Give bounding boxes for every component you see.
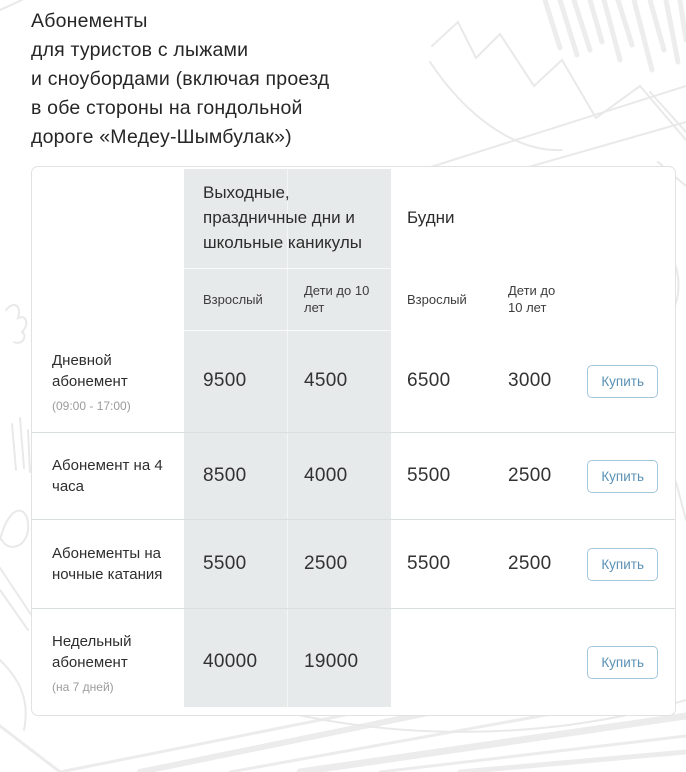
price-weekend-child: 4000 <box>304 465 348 486</box>
price-weekday-adult: 6500 <box>407 370 451 391</box>
row-note: (на 7 дней) <box>52 679 114 694</box>
row-title: Абонементы на ночные катания <box>52 545 163 583</box>
column-header-weekend-child: Дети до 10 лет <box>304 283 370 315</box>
table-header-groups <box>32 167 675 268</box>
price-weekday-child: 2500 <box>508 553 552 574</box>
page-title-line: в обе стороны на гондольной <box>31 97 303 119</box>
page-title-line: и сноубордами (включая проезд <box>31 68 330 90</box>
column-header-weekday-child: Дети до 10 лет <box>508 283 556 315</box>
column-header-weekend-adult: Взрослый <box>203 291 263 307</box>
row-label <box>32 455 184 497</box>
row-label <box>32 350 184 413</box>
column-group-weekday: Будни <box>407 207 455 227</box>
price-weekend-child: 19000 <box>304 651 359 672</box>
row-label <box>32 631 184 694</box>
row-title: Абонемент на 4 часа <box>52 457 163 495</box>
price-weekday-adult: 5500 <box>407 553 451 574</box>
price-weekend-adult: 5500 <box>203 553 247 574</box>
table-row <box>32 432 675 519</box>
price-weekend-adult: 40000 <box>203 651 258 672</box>
price-weekday-adult: 5500 <box>407 465 451 486</box>
column-header-weekday-adult: Взрослый <box>407 291 467 307</box>
table-row <box>32 330 675 432</box>
row-title: Дневной абонемент <box>52 351 128 390</box>
table-row <box>32 608 675 715</box>
row-title: Недельный абонемент <box>52 632 132 671</box>
row-note: (09:00 - 17:00) <box>52 398 131 413</box>
page-title-line: дороге «Медеу-Шымбулак») <box>31 126 292 148</box>
price-weekend-adult: 8500 <box>203 465 247 486</box>
price-weekday-child: 2500 <box>508 465 552 486</box>
price-weekend-child: 4500 <box>304 370 348 391</box>
page-title <box>31 7 329 152</box>
buy-button[interactable]: Купить <box>587 548 658 581</box>
page-title-line: для туристов с лыжами <box>31 39 249 61</box>
table-header-subcolumns <box>32 268 675 330</box>
page-title-line: Абонементы <box>31 10 148 32</box>
price-weekend-child: 2500 <box>304 553 348 574</box>
price-weekday-child: 3000 <box>508 370 552 391</box>
buy-button[interactable]: Купить <box>587 460 658 493</box>
table-row <box>32 519 675 608</box>
price-weekend-adult: 9500 <box>203 370 247 391</box>
buy-button[interactable]: Купить <box>587 365 658 398</box>
pricing-table-card <box>31 166 676 716</box>
column-group-weekend: Выходные, праздничные дни и школьные каникулы <box>203 183 362 252</box>
row-label <box>32 543 184 585</box>
buy-button[interactable]: Купить <box>587 646 658 679</box>
